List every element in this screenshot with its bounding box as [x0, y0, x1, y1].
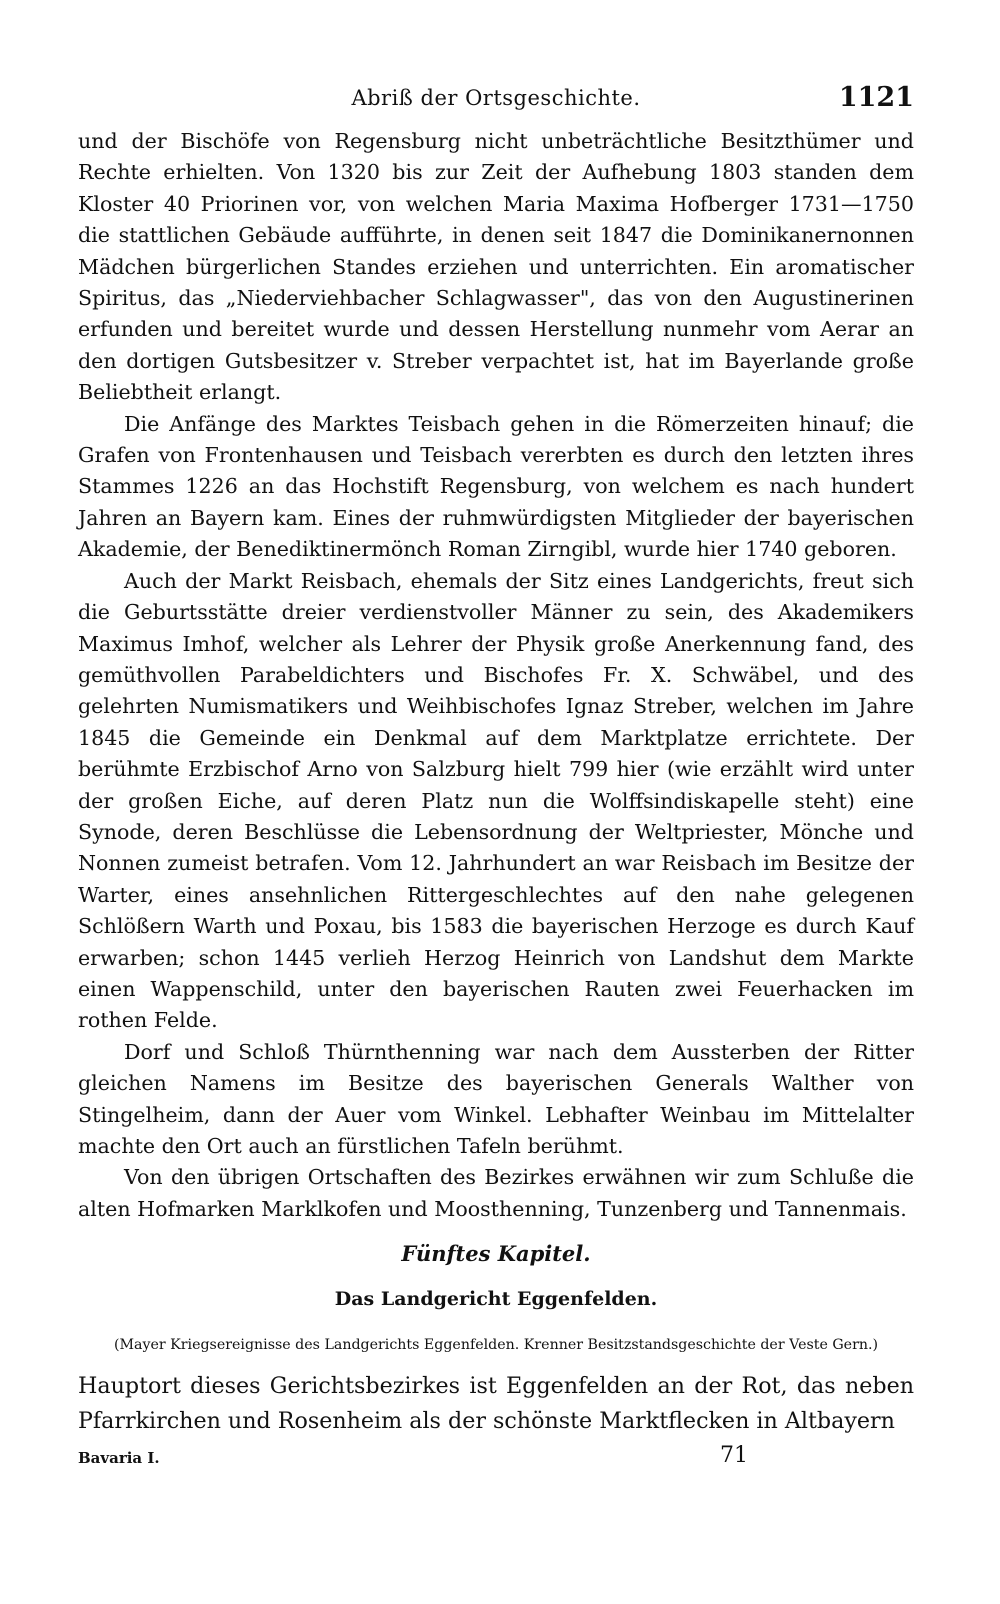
section-heading: Das Landgericht Eggenfelden. — [334, 1288, 658, 1311]
page-header — [78, 82, 914, 126]
running-head: Abriß der Ortsgeschichte. — [351, 86, 641, 110]
page-footer — [78, 1443, 914, 1473]
paragraph-continuation: und der Bischöfe von Regensburg nicht unbeträchtliche Besitzthümer und Rechte erhielten. Von 1320 bis zur Zeit der Aufhebung 1803 standen dem Kloster 40 Priorinen vor, von welchen Maria Maxima Hofberger 1731—1750 die stattlichen Gebäude aufführte, in denen seit 1847 die Dominikanernonnen Mädchen bürgerlichen Standes erziehen und unterrichten. Ein aromatischer Spiritus, das „Niederviehbacher Schlagwasser", das von den Augustinerinen erfunden und bereitet wurde und dessen Herstellung nunmehr vom Aerar an den dortigen Gutsbesitzer v. Streber verpachtet ist, hat im Bayerlande große Beliebtheit erlangt. — [78, 129, 914, 405]
page-number: 1121 — [838, 82, 914, 113]
source-note: (Mayer Kriegsereignisse des Landgerichts Eggenfelden. Krenner Besitzstandsgeschichte der Veste Gern.) — [113, 1337, 879, 1354]
document-page — [78, 82, 914, 1473]
signature-mark: Bavaria I. — [78, 1449, 160, 1468]
paragraph-thuernthenning: Dorf und Schloß Thürnthenning war nach dem Aussterben der Ritter gleichen Namens im Besitze des bayerischen Generals Walther von Stingelheim, dann der Auer vom Winkel. Lebhafter Weinbau im Mittelalter machte den Ort auch an fürstlichen Tafeln berühmt. — [78, 1039, 914, 1158]
chapter-heading: Fünftes Kapitel. — [401, 1241, 591, 1267]
paragraph-eggenfelden: Hauptort dieses Gerichtsbezirkes ist Eggenfelden an der Rot, das neben Pfarrkirchen und Rosenheim als der schönste Marktflecken in Altbayern — [78, 1373, 914, 1435]
paragraph-teisbach: Die Anfänge des Marktes Teisbach gehen in die Römerzeiten hinauf; die Grafen von Frontenhausen und Teisbach vererbten es durch den letzten ihres Stammes 1226 an das Hochstift Regensburg, von welchem es nach hundert Jahren an Bayern kam. Eines der ruhmwürdigsten Mitglieder der bayerischen Akademie, der Benediktinermönch Roman Zirngibl, wurde hier 1740 geboren. — [78, 411, 914, 562]
paragraph-reisbach: Auch der Markt Reisbach, ehemals der Sitz eines Landgerichts, freut sich die Geburtsstätte dreier verdienstvoller Männer zu sein, des Akademikers Maximus Imhof, welcher als Lehrer der Physik große Anerkennung fand, des gemüthvollen Parabeldichters und Bischofes Fr. X. Schwäbel, und des gelehrten Numismatikers und Weihbischofes Ignaz Streber, welchen im Jahre 1845 die Gemeinde ein Denkmal auf dem Marktplatze errichtete. Der berühmte Erzbischof Arno von Salzburg hielt 799 hier (wie erzählt wird unter der großen Eiche, auf deren Platz nun die Wolffsindiskapelle steht) eine Synode, deren Beschlüsse die Lebensordnung der Weltpriester, Mönche und Nonnen zumeist betrafen. Vom 12. Jahrhundert an war Reisbach im Besitze der Warter, eines ansehnlichen Rittergeschlechtes auf den nahe gelegenen Schlößern Warth und Poxau, bis 1583 die bayerischen Herzoge es durch Kauf erwarben; schon 1445 verlieh Herzog Heinrich von Landshut dem Markte einen Wappenschild, unter den bayerischen Rauten zwei Feuerhacken im rothen Felde. — [78, 568, 914, 1033]
body-text — [78, 126, 914, 1225]
paragraph-other-places: Von den übrigen Ortschaften des Bezirkes erwähnen wir zum Schluße die alten Hofmarken Marklkofen und Moosthenning, Tunzenberg und Tannenmais. — [78, 1165, 914, 1221]
signature-number: 71 — [720, 1443, 748, 1469]
